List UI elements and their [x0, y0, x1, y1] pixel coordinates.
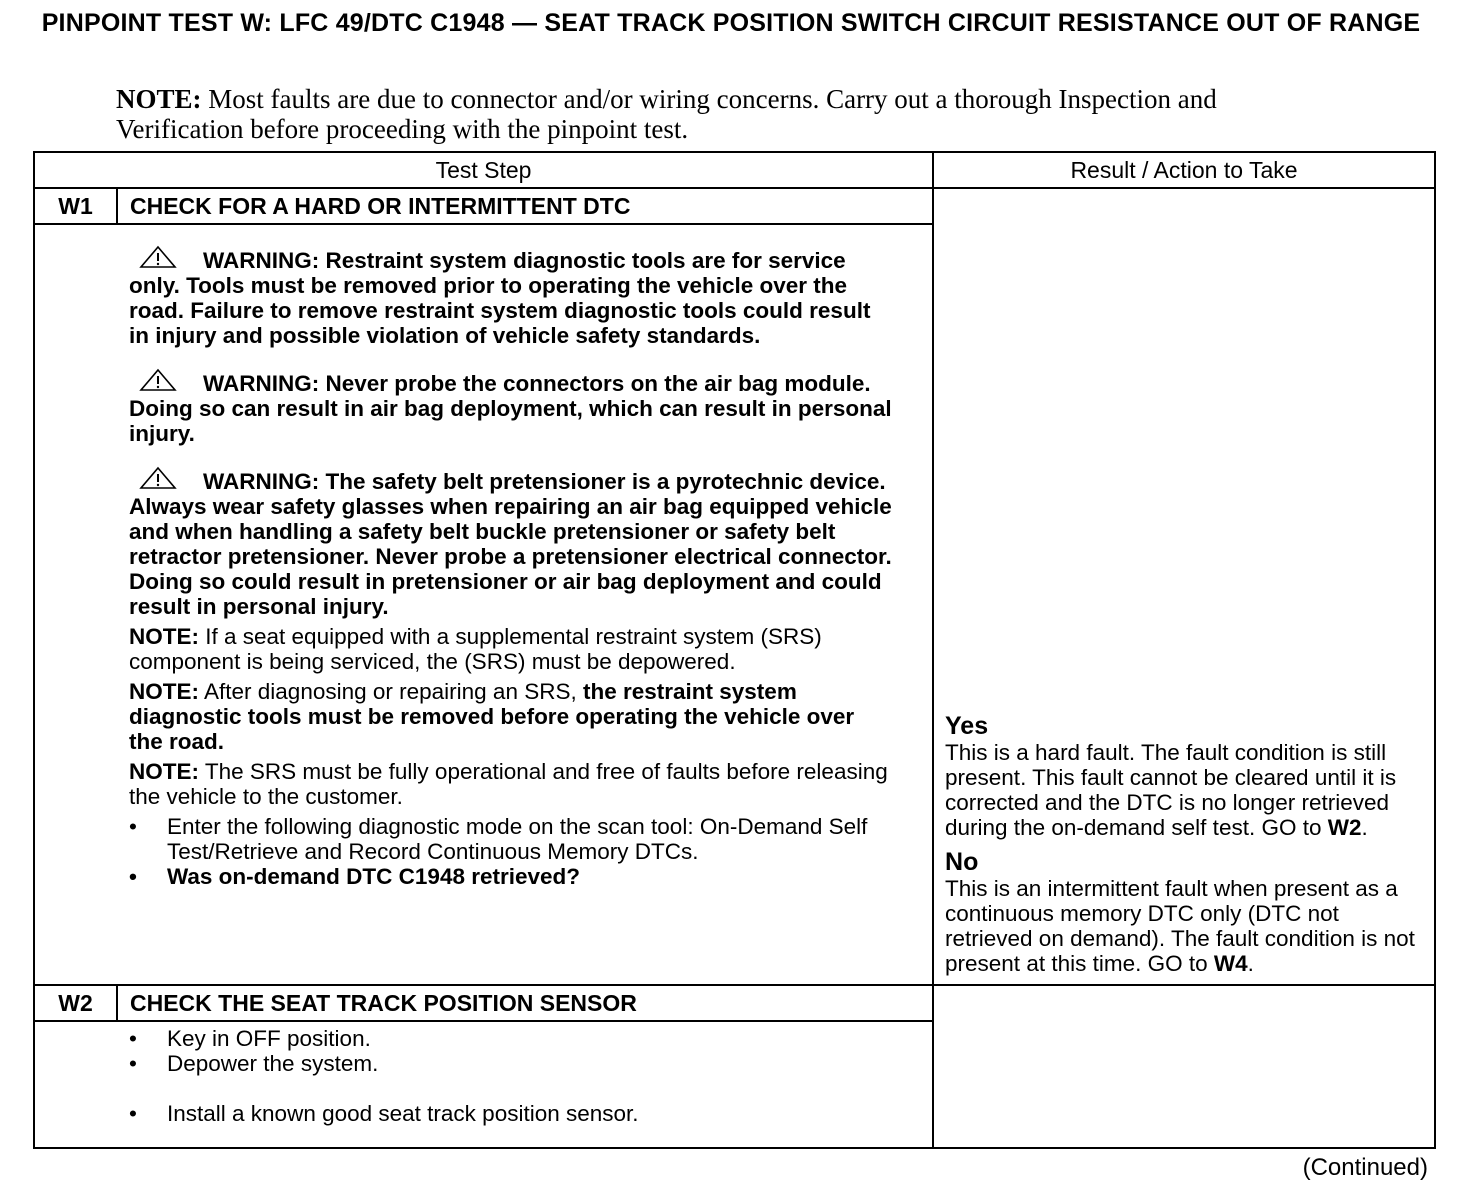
result-header: Result / Action to Take [933, 152, 1435, 188]
warning-block [129, 466, 892, 619]
step-w1-result-cell [933, 188, 1435, 985]
pinpoint-test-table [33, 151, 1436, 1149]
step-w1-bullets [129, 814, 892, 889]
list-item: • Key in OFF position. [129, 1026, 892, 1051]
list-item: • Depower the system. [129, 1051, 892, 1076]
note-block: NOTE: If a seat equipped with a supplemental restraint system (SRS) component is being serviced, the (SRS) must be depowered. [129, 624, 822, 674]
step-w1-id-spacer [34, 224, 117, 985]
intro-note [116, 84, 1266, 144]
goto-w2-link: W2 [1327, 815, 1362, 841]
warning-triangle-icon [139, 245, 177, 269]
step-w1-body [117, 224, 933, 985]
step-w1-heading-row [34, 188, 1435, 224]
list-item: • Enter the following diagnostic mode on the scan tool: On-Demand Self Test/Retrieve and Record Continuous Memory DTCs. [129, 814, 892, 864]
note-block: NOTE: The SRS must be fully operational and free of faults before releasing the vehicle to the customer. [129, 759, 888, 809]
result-no-label: No [945, 848, 979, 877]
warning-text: WARNING: The safety belt pretensioner is a pyrotechnic device. Always wear safety glasses when repairing an air bag equipped vehicle and when handling a safety belt buckle pretensioner or safety belt retractor pretensioner. Never probe a pretensioner electrical connector. Doing so could result in pretensioner or air bag deployment and could result in personal injury. [129, 469, 892, 619]
step-w2-heading-row [34, 985, 1435, 1021]
step-w2-result-cell [933, 985, 1435, 1148]
intro-note-label: NOTE: [116, 84, 202, 114]
result-no-text: This is an intermittent fault when present as a continuous memory DTC only (DTC not retrieved on demand). The fault condition is not present at this time. GO to W4. [945, 876, 1415, 977]
warning-block [129, 245, 892, 348]
step-question: • Was on-demand DTC C1948 retrieved? [129, 864, 892, 889]
list-item: • Install a known good seat track position sensor. [129, 1101, 892, 1126]
warning-triangle-icon [139, 466, 177, 490]
step-id-w2: W2 [34, 985, 117, 1021]
step-heading-w1: CHECK FOR A HARD OR INTERMITTENT DTC [117, 188, 933, 224]
page-title: PINPOINT TEST W: LFC 49/DTC C1948 — SEAT TRACK POSITION SWITCH CIRCUIT RESISTANCE OUT OF RANGE [41, 9, 1421, 37]
warning-text: WARNING: Never probe the connectors on the air bag module. Doing so can result in air bag deployment, which can result in personal injury. [129, 371, 892, 446]
goto-w4-link: W4 [1213, 951, 1248, 977]
test-step-header: Test Step [34, 152, 933, 188]
warning-text: WARNING: Restraint system diagnostic tools are for service only. Tools must be removed prior to operating the vehicle over the road. Failure to remove restraint system diagnostic tools could result in injury and possible violation of vehicle safety standards. [129, 248, 871, 348]
warning-block [129, 368, 892, 446]
step-w2-id-spacer [34, 1021, 117, 1148]
result-yes-label: Yes [945, 712, 989, 741]
note-block: NOTE: After diagnosing or repairing an SRS, the restraint system diagnostic tools must be removed before operating the vehicle over the road. [129, 679, 855, 754]
result-yes-text: This is a hard fault. The fault condition is still present. This fault cannot be cleared until it is corrected and the DTC is no longer retrieved during the on-demand self test. GO to W2. [945, 740, 1397, 841]
step-w2-bullets [129, 1026, 892, 1126]
step-w2-body [117, 1021, 933, 1148]
warning-triangle-icon [139, 368, 177, 392]
intro-note-text: Most faults are due to connector and/or wiring concerns. Carry out a thorough Inspection and Verification before proceeding with the pinpoint test. [116, 84, 1217, 144]
step-heading-w2: CHECK THE SEAT TRACK POSITION SENSOR [117, 985, 933, 1021]
table-header-row [34, 152, 1435, 188]
continued-label: (Continued) [1302, 1154, 1428, 1181]
step-id-w1: W1 [34, 188, 117, 224]
